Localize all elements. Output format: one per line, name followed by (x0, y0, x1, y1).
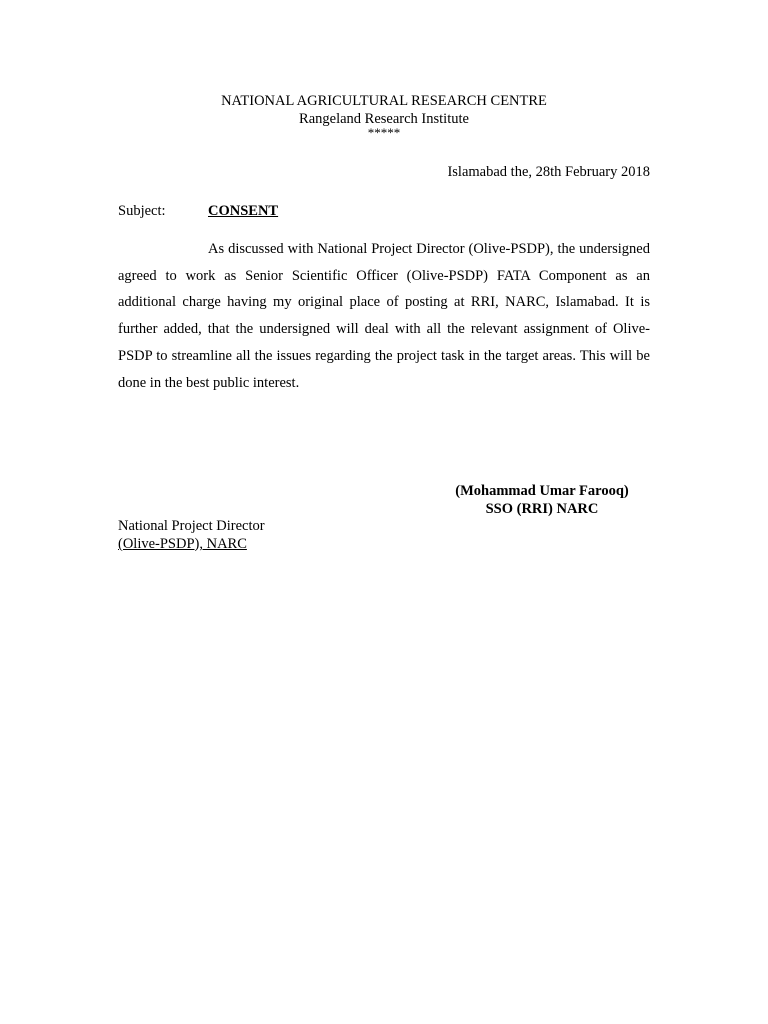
header-organization: NATIONAL AGRICULTURAL RESEARCH CENTRE (221, 93, 547, 109)
body-paragraph: As discussed with National Project Director (Olive-PSDP), the undersigned agreed to work as Senior Scientific Officer (Olive-PSDP) FATA Component as an additional charge having my original place of posting at RRI, NARC, Islamabad. It is further added, that the undersigned will deal with all the relevant assignment of Olive-PSDP to streamline all the issues regarding the project task in the target areas. This will be done in the best public interest. (118, 241, 650, 391)
addressee-block (118, 517, 265, 553)
subject-value: CONSENT (208, 203, 279, 219)
signature-name: (Mohammad Umar Farooq) (455, 483, 629, 499)
addressee-line-2: (Olive-PSDP), NARC (118, 536, 247, 552)
signature-block (432, 482, 652, 518)
header-separator: ***** (367, 125, 401, 140)
addressee-line-1: National Project Director (118, 518, 265, 534)
subject-label: Subject: (118, 203, 166, 219)
header-institute: Rangeland Research Institute (299, 111, 469, 127)
signature-designation: SSO (RRI) NARC (485, 501, 599, 517)
date-line: Islamabad the, 28th February 2018 (447, 164, 650, 180)
